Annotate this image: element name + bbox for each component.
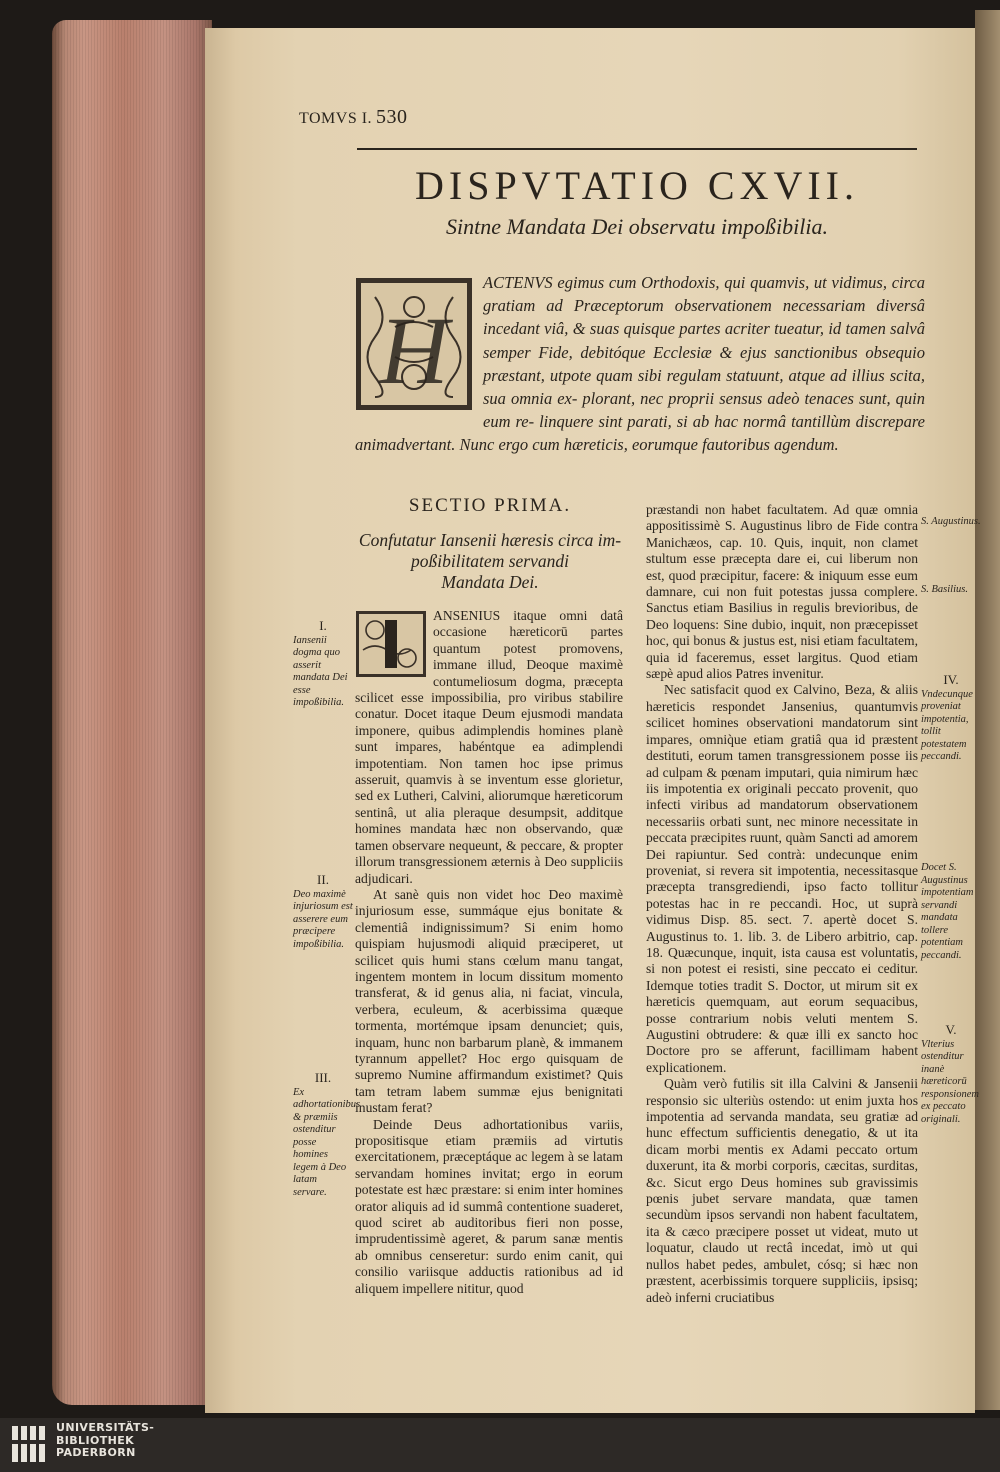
library-name-line: BIBLIOTHEK (56, 1433, 135, 1447)
section-subheading (357, 530, 623, 593)
subheading-line: poßibilitatem servandi (411, 551, 569, 571)
page-number: 530 (376, 106, 408, 128)
library-name-line: PADERBORN (56, 1446, 136, 1459)
intro-line: plorant, nec proprii sensus adeò tenaces sunt, quin eum re- (483, 389, 925, 432)
margin-text: Vlterius ostenditur inanè hæreticorū responsionem ex peccato originali. (921, 1038, 979, 1125)
university-logo-icon (10, 1424, 50, 1464)
margin-note-right (921, 862, 981, 962)
margin-text: Vndecunque proveniat impotentia, tollit potestatem peccandi. (921, 688, 973, 762)
intro-line: necessariam diversâ incedant viâ, & suas quisque partes (483, 296, 926, 339)
paragraph: Deinde Deus adhortationibus variis, propositisque etiam præmiis ad virtutis exercitationem, præceptáque ac legem à se latam servandam homines invitat; ergo in eorum potestate est hæc præstare: si enim inter homines orator aliquis ad id summâ contentione suaderet, quod sciret ab auditoribus fieri non posse, imprudentissimè ageret, & parum sanæ mentis ab omnibus censeretur: surdo enim canit, qui consilio variisque adductis rationibus ad id aliquem impellere nititur, quod (355, 1116, 623, 1296)
header-rule (357, 148, 917, 150)
margin-text: Docet S. Augustinus impotentiam servandi mandata tollere potentiam peccandi. (921, 862, 974, 961)
margin-note-left (293, 1070, 361, 1199)
margin-note-right (921, 516, 981, 529)
initial-letter: H (379, 297, 449, 404)
tomus-label: TOMVS I. (299, 110, 373, 127)
margin-number: V. (945, 1022, 957, 1037)
library-name-line: UNIVERSITÄTS- (56, 1421, 155, 1434)
margin-number: II. (317, 872, 329, 887)
paragraph (355, 608, 623, 887)
intro-line: sibi regulam statuunt, atque ad illius scita, sua omnia ex- (483, 365, 926, 409)
page-edges (52, 20, 212, 1405)
intro-line: Ecclesiæ & ejus sanctionibus obsequio præstant, utpote quam (483, 342, 925, 385)
decorated-initial-h (355, 277, 473, 411)
subheading-line: Mandata Dei. (441, 572, 539, 592)
subheading-line: Confutatur Iansenii hæresis circa im- (358, 530, 622, 550)
right-column (646, 502, 918, 1306)
intro-paragraph (355, 271, 925, 457)
left-column (355, 608, 623, 1297)
paragraph: Quàm verò futilis sit illa Calvini & Jansenii responsio sic ulteriùs ostendo: ut enim juxta hos impotentia ad servanda mandata, seu gratiæ ad hunc effectum sufficientis denegatio, & ut ita dicam morbi mentis ex Adami peccato ortum duxerunt, ita & morbi corporis, cæcitas, surditas, &c. Sicut ergo Deus homines sub gravissimis pœnis jubet servare mandata, quæ tamen secundùm ipsos servandi non habent facultatem, ita & cæco præcipere posset ut videat, muto ut loquatur, claudo ut rectâ incedat, imò ut qui nullos habet pedes, ambulet, cósq; si hæc non præstent, acerbissimis torquere suppliciis, ipsisq; adeò inferni cruciatibus (646, 1076, 918, 1305)
page (205, 28, 981, 1413)
margin-note-right (921, 584, 981, 597)
ornamental-initial-icon (355, 610, 427, 678)
running-head (299, 106, 408, 129)
intro-line: linquere sint parati, si ab hac normâ tantillùm discrepare animadvertant. (355, 412, 925, 455)
disputation-subtitle: Sintne Mandata Dei observatu impoßibilia. (446, 214, 828, 239)
intro-line: Nunc ergo cum hæreticis, eorumque fautoribus agendum. (459, 435, 839, 455)
margin-text: Iansenii dogma quo asserit mandata Dei esse impoßibilia. (293, 634, 348, 708)
paragraph: At sanè quis non videt hoc Deo maximè injuriosum esse, summáque ejus bonitate & clementiâ indignissimum? Si enim homo quispiam hujusmodi aliquid præciperet, ut scilicet quis humi stans cœlum manu tangat, ingentem montem in locum dissitum momento transferat, & id genus alia, ni faciat, vincula, verbera, eculeum, & acerbissima quæque tormenta, mortémque ipsam denunciet; quis, inquam, hunc non barbarum planè, & immanem tyrannum appellet? Hoc ergo quisquam de supremo Numine affirmandum existimet? Quis tam tetram labem summæ ejus benignitati inustam ferat? (355, 886, 623, 1116)
margin-note-left (293, 874, 353, 951)
margin-number: IV. (943, 672, 959, 687)
section-heading: SECTIO PRIMA. (408, 495, 572, 516)
disputation-title: DISPVTATIO CXVII. (414, 163, 859, 208)
margin-text: S. Augustinus. (921, 516, 981, 527)
margin-text: Ex adhortationibus & præmiis ostenditur posse homines legem à Deo latam servare. (293, 1086, 361, 1198)
paragraph-text: ANSENIUS itaque omni datâ occasione hæreticorū partes quantum potest promovens, immane illud, Deoque maximè contumeliosum dogma, præcepta scilicet esse impossibilia, pro viribus stabilire conatur. Docet itaque Deum ejusmodi mandata imponere, quibus adimplendis homines planè sunt impares, habéntque ea adimplendi impotentiam. Non tamen hoc ipse primus asseruit, quamvis à se inventum esse glorietur, sed ex Lutheri, Calvini, aliorumque hæreticorum sentinâ, ut alia pleraque desumpsit, additque homines mandata hæc non observando, quæ tamen observare nequeunt, & peccare, & propter illorum transgressionem æternis à Deo suppliciis adjudicari. (355, 608, 623, 886)
margin-note-right (921, 674, 981, 764)
margin-note-left (293, 620, 353, 710)
intro-line: ACTENVS egimus cum Orthodoxis, qui quamvis, ut (483, 273, 827, 292)
margin-number: I. (319, 618, 327, 633)
library-name (56, 1422, 154, 1460)
margin-text: Deo maximè injuriosum est asserere eum præcipere impoßibilia. (293, 888, 353, 950)
paragraph: Nec satisfacit quod ex Calvino, Beza, & aliis hæreticis respondet Jansenius, quantumvis scilicet homines observationi mandatorum sint impares, omniq̀ue etiam gratiâ qua id præstent destituti, eorum tamen transgressionem posse iis ad culpam & pœnam imputari, quia nimirum hæc iis impotentia ex originali peccato provenit, quo infecti viribus ad mandatorum observationem necessariis orbati sunt, nec minore necessitate in peccata præcipites ruunt, quàm Sancti ad amorem Dei rapiuntur. Sed contrà: undecunque enim proveniat, si revera sit impotentia, necessitasque præcepta transgrediendi, ipso facto tollitur potestas hac in re peccandi. Hoc, ut suprà vidimus Disp. 85. sect. 7. apertè docet S. Augustinus to. 1. lib. 3. de Libero arbitrio, cap. 18. Quæcunque, inquit, ista causa est voluntatis, si non potest ei resisti, sine peccato ei ceditur. Idemque toties tradit S. Doctor, ut mirum sit ex hæreticis quemquam, aut eorum sequacibus, posse contrarium nobis veluti mentem S. Augustini obtrudere: & quæ illi ex sancto hoc Doctore pro se afferunt, facillimam habent explicationem. (646, 682, 918, 1075)
margin-number: III. (314, 1070, 332, 1085)
decorated-initial-i (355, 610, 427, 678)
margin-note-right (921, 1024, 981, 1126)
intro-line: vidimus, circa gratiam ad Præceptorum observationem (483, 273, 925, 316)
paragraph: præstandi non habet facultatem. Ad quæ omnia appositissimè S. Augustinus libro de Fide contra Manichæos, cap. 10. Quis, inquit, non clamet stultum esse præcepta dare ei, cui liberum non est, quod præcipitur, facere: & iniquum esse eum damnare, cui non fuit potestas jussa complere. Sanctus etiam Basilius in regulis brevioribus, de Deo loquens: Sine dubio, inquit, non præcepisset hoc, qui bonus & justus est, nisi etiam facultatem, quia id faceremus, esset largitus. Quod etiam sæpè apud alios Patres invenitur. (646, 502, 918, 682)
intro-line: acriter tueatur, id tamen salvâ semper Fide, debitóque (483, 319, 925, 362)
ornamental-initial-icon (355, 277, 473, 411)
margin-text: S. Basilius. (921, 584, 968, 595)
